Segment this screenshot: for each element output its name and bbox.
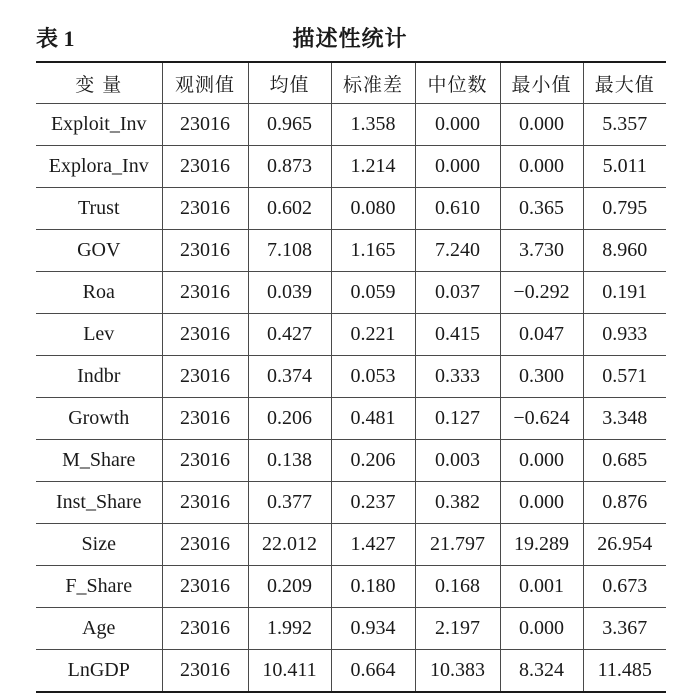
mean-cell: 0.209 (248, 566, 331, 608)
mean-cell: 0.377 (248, 482, 331, 524)
header-std-dev: 标准差 (331, 62, 415, 104)
observations-cell: 23016 (162, 608, 248, 650)
median-cell: 0.127 (415, 398, 500, 440)
variable-name-cell: M_Share (36, 440, 162, 482)
variable-name-cell: Inst_Share (36, 482, 162, 524)
header-variable: 变 量 (36, 62, 162, 104)
min-cell: 0.300 (500, 356, 583, 398)
max-cell: 3.348 (583, 398, 666, 440)
observations-cell: 23016 (162, 398, 248, 440)
median-cell: 0.415 (415, 314, 500, 356)
max-cell: 0.685 (583, 440, 666, 482)
variable-name-cell: Age (36, 608, 162, 650)
observations-cell: 23016 (162, 188, 248, 230)
std-dev-cell: 0.221 (331, 314, 415, 356)
header-row (36, 62, 666, 104)
observations-cell: 23016 (162, 356, 248, 398)
table-row (36, 398, 666, 440)
table-row (36, 524, 666, 566)
median-cell: 0.168 (415, 566, 500, 608)
observations-cell: 23016 (162, 104, 248, 146)
median-cell: 10.383 (415, 650, 500, 693)
header-median: 中位数 (415, 62, 500, 104)
std-dev-cell: 0.080 (331, 188, 415, 230)
max-cell: 5.011 (583, 146, 666, 188)
std-dev-cell: 0.206 (331, 440, 415, 482)
max-cell: 3.367 (583, 608, 666, 650)
mean-cell: 0.374 (248, 356, 331, 398)
min-cell: −0.292 (500, 272, 583, 314)
descriptive-stats-table (36, 61, 666, 693)
max-cell: 0.191 (583, 272, 666, 314)
table-row (36, 146, 666, 188)
variable-name-cell: Lev (36, 314, 162, 356)
std-dev-cell: 1.358 (331, 104, 415, 146)
std-dev-cell: 0.934 (331, 608, 415, 650)
median-cell: 0.000 (415, 104, 500, 146)
observations-cell: 23016 (162, 272, 248, 314)
mean-cell: 0.602 (248, 188, 331, 230)
max-cell: 5.357 (583, 104, 666, 146)
std-dev-cell: 1.214 (331, 146, 415, 188)
variable-name-cell: Explora_Inv (36, 146, 162, 188)
mean-cell: 22.012 (248, 524, 331, 566)
max-cell: 26.954 (583, 524, 666, 566)
table-row (36, 440, 666, 482)
min-cell: 0.000 (500, 482, 583, 524)
min-cell: 3.730 (500, 230, 583, 272)
mean-cell: 0.965 (248, 104, 331, 146)
max-cell: 0.571 (583, 356, 666, 398)
min-cell: 19.289 (500, 524, 583, 566)
variable-name-cell: Indbr (36, 356, 162, 398)
median-cell: 0.003 (415, 440, 500, 482)
observations-cell: 23016 (162, 230, 248, 272)
mean-cell: 0.039 (248, 272, 331, 314)
observations-cell: 23016 (162, 146, 248, 188)
max-cell: 8.960 (583, 230, 666, 272)
min-cell: 0.365 (500, 188, 583, 230)
median-cell: 21.797 (415, 524, 500, 566)
std-dev-cell: 0.180 (331, 566, 415, 608)
mean-cell: 0.138 (248, 440, 331, 482)
std-dev-cell: 0.481 (331, 398, 415, 440)
min-cell: 0.047 (500, 314, 583, 356)
table-row (36, 104, 666, 146)
header-max: 最大值 (583, 62, 666, 104)
table-caption (36, 22, 664, 56)
max-cell: 0.876 (583, 482, 666, 524)
table-number: 表 1 (36, 26, 75, 51)
median-cell: 0.610 (415, 188, 500, 230)
observations-cell: 23016 (162, 524, 248, 566)
min-cell: 0.000 (500, 104, 583, 146)
std-dev-cell: 0.059 (331, 272, 415, 314)
std-dev-cell: 0.053 (331, 356, 415, 398)
table-row (36, 566, 666, 608)
table-row (36, 482, 666, 524)
table-row (36, 230, 666, 272)
table-row (36, 650, 666, 693)
variable-name-cell: GOV (36, 230, 162, 272)
mean-cell: 0.427 (248, 314, 331, 356)
mean-cell: 1.992 (248, 608, 331, 650)
min-cell: 0.000 (500, 440, 583, 482)
min-cell: −0.624 (500, 398, 583, 440)
variable-name-cell: Size (36, 524, 162, 566)
table-row (36, 356, 666, 398)
variable-name-cell: F_Share (36, 566, 162, 608)
variable-name-cell: Roa (36, 272, 162, 314)
mean-cell: 0.206 (248, 398, 331, 440)
observations-cell: 23016 (162, 482, 248, 524)
median-cell: 0.000 (415, 146, 500, 188)
std-dev-cell: 0.664 (331, 650, 415, 693)
table-row (36, 314, 666, 356)
table-header (36, 62, 666, 104)
min-cell: 8.324 (500, 650, 583, 693)
median-cell: 2.197 (415, 608, 500, 650)
max-cell: 11.485 (583, 650, 666, 693)
median-cell: 0.382 (415, 482, 500, 524)
median-cell: 0.333 (415, 356, 500, 398)
std-dev-cell: 1.427 (331, 524, 415, 566)
variable-name-cell: LnGDP (67, 659, 130, 681)
mean-cell: 10.411 (248, 650, 331, 693)
table-row (36, 608, 666, 650)
std-dev-cell: 1.165 (331, 230, 415, 272)
max-cell: 0.795 (583, 188, 666, 230)
max-cell: 0.933 (583, 314, 666, 356)
median-cell: 0.037 (415, 272, 500, 314)
min-cell: 0.000 (500, 608, 583, 650)
variable-name-cell: Exploit_Inv (36, 104, 162, 146)
mean-cell: 7.108 (248, 230, 331, 272)
table-body (36, 104, 666, 693)
median-cell: 7.240 (415, 230, 500, 272)
table-title: 描述性统计 (292, 26, 408, 51)
observations-cell: 23016 (162, 650, 248, 693)
variable-name-cell: Trust (36, 188, 162, 230)
table-row (36, 188, 666, 230)
header-observations: 观测值 (162, 62, 248, 104)
std-dev-cell: 0.237 (331, 482, 415, 524)
mean-cell: 0.873 (248, 146, 331, 188)
variable-name-cell: Growth (36, 398, 162, 440)
observations-cell: 23016 (162, 566, 248, 608)
min-cell: 0.000 (500, 146, 583, 188)
header-min: 最小值 (500, 62, 583, 104)
min-cell: 0.001 (500, 566, 583, 608)
observations-cell: 23016 (162, 314, 248, 356)
table-row (36, 272, 666, 314)
observations-cell: 23016 (162, 440, 248, 482)
max-cell: 0.673 (583, 566, 666, 608)
header-mean: 均值 (248, 62, 331, 104)
